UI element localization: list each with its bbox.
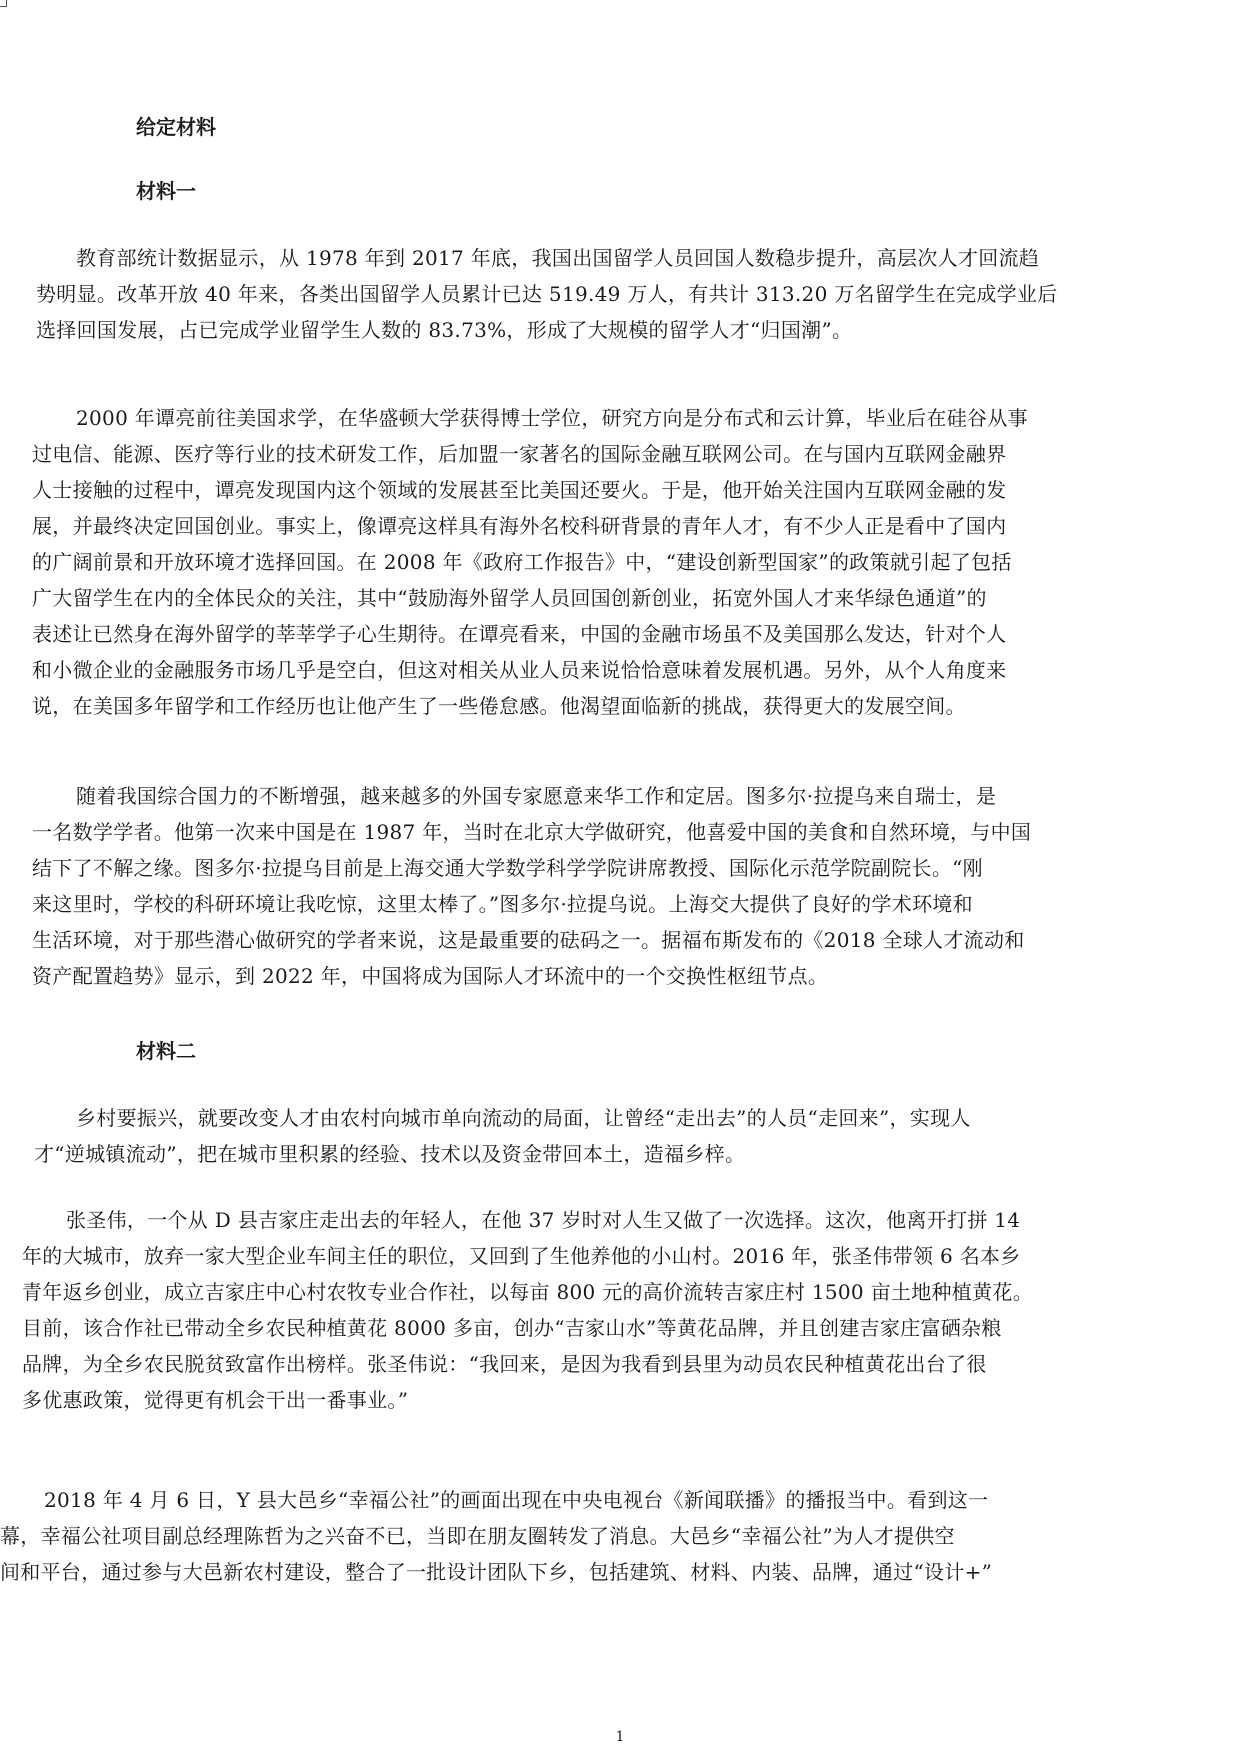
text-line: 资产配置趋势》显示，到 2022 年，中国将成为国际人才环流中的一个交换性枢纽节点。 <box>32 964 829 988</box>
text-line: 目前，该合作社已带动全乡农民种植黄花 8000 多亩，创办“吉家山水”等黄花品牌，并且创建吉家庄富硒杂粮 <box>22 1316 1002 1340</box>
text-line: 一名数学学者。他第一次来中国是在 1987 年，当时在北京大学做研究，他喜爱中国的美食和自然环境，与中国 <box>32 820 1032 844</box>
text-line: 人士接触的过程中，谭亮发现国内这个领域的发展甚至比美国还要火。于是，他开始关注国内互联网金融的发 <box>32 478 1007 502</box>
paragraph-rural-revitalization <box>34 1100 971 1172</box>
text-line: 2000 年谭亮前往美国求学，在华盛顿大学获得博士学位，研究方向是分布式和云计算，毕业后在硅谷从事 <box>76 406 1028 430</box>
text-line: 过电信、能源、医疗等行业的技术研发工作，后加盟一家著名的国际金融互联网公司。在与国内互联网金融界 <box>32 442 1007 466</box>
text-line: 生活环境，对于那些潜心做研究的学者来说，这是最重要的砝码之一。据福布斯发布的《2018 全球人才流动和 <box>32 928 1025 952</box>
paragraph-tan-liang <box>32 400 1028 724</box>
text-line: 品牌，为全乡农民脱贫致富作出榜样。张圣伟说：“我回来，是因为我看到县里为动员农民种植黄花出台了很 <box>22 1352 987 1376</box>
text-line: 幕，幸福公社项目副总经理陈哲为之兴奋不已，当即在朋友圈转发了消息。大邑乡“幸福公社”为人才提供空 <box>0 1524 955 1548</box>
text-line: 乡村要振兴，就要改变人才由农村向城市单向流动的局面，让曾经“走出去”的人员“走回来”，实现人 <box>76 1106 971 1130</box>
paragraph-return-statistics <box>36 240 1058 348</box>
text-line: 多优惠政策，觉得更有机会干出一番事业。” <box>22 1388 409 1412</box>
text-line: 势明显。改革开放 40 年来，各类出国留学人员累计已达 519.49 万人，有共计 313.20 万名留学生在完成学业后 <box>36 282 1058 306</box>
text-line: 张圣伟，一个从 D 县吉家庄走出去的年轻人，在他 37 岁时对人生又做了一次选择。这次，他离开打拼 14 <box>66 1208 1021 1232</box>
paragraph-happiness-commune <box>0 1482 993 1590</box>
text-line: 随着我国综合国力的不断增强，越来越多的外国专家愿意来华工作和定居。图多尔·拉提乌来自瑞士，是 <box>76 784 997 808</box>
text-line: 广大留学生在内的全体民众的关注，其中“鼓励海外留学人员回国创新创业，拓宽外国人才来华绿色通道”的 <box>32 586 987 610</box>
heading-material-one: 材料一 <box>136 179 196 203</box>
text-line: 来这里时，学校的科研环境让我吃惊，这里太棒了。”图多尔·拉提乌说。上海交大提供了良好的学术环境和 <box>32 892 973 916</box>
text-line: 间和平台，通过参与大邑新农村建设，整合了一批设计团队下乡，包括建筑、材料、内装、品牌，通过“设计+” <box>0 1560 993 1584</box>
paragraph-zhang-shengwei <box>22 1202 1034 1418</box>
page-number: 1 <box>615 1729 625 1745</box>
text-line: 选择回国发展，占已完成学业留学生人数的 83.73%，形成了大规模的留学人才“归国潮”。 <box>36 318 853 342</box>
text-line: 年的大城市，放弃一家大型企业车间主任的职位，又回到了生他养他的小山村。2016 年，张圣伟带领 6 名本乡 <box>22 1244 1021 1268</box>
text-line: 结下了不解之缘。图多尔·拉提乌目前是上海交通大学数学科学学院讲席教授、国际化示范学院副院长。“刚 <box>32 856 983 880</box>
text-line: 展，并最终决定回国创业。事实上，像谭亮这样具有海外名校科研背景的青年人才，有不少人正是看中了国内 <box>32 514 1007 538</box>
text-line: 教育部统计数据显示，从 1978 年到 2017 年底，我国出国留学人员回国人数稳步提升，高层次人才回流趋 <box>76 246 1040 270</box>
paragraph-tudor-ratiu <box>32 778 1032 994</box>
text-line: 才“逆城镇流动”，把在城市里积累的经验、技术以及资金带回本土，造福乡梓。 <box>34 1142 746 1166</box>
text-line: 和小微企业的金融服务市场几乎是空白，但这对相关从业人员来说恰恰意味着发展机遇。另外，从个人角度来 <box>32 658 1007 682</box>
text-line: 的广阔前景和开放环境才选择回国。在 2008 年《政府工作报告》中，“建设创新型国家”的政策就引起了包括 <box>32 550 1012 574</box>
heading-given-materials: 给定材料 <box>136 115 216 139</box>
heading-material-two: 材料二 <box>136 1039 196 1063</box>
text-line: 青年返乡创业，成立吉家庄中心村农牧专业合作社，以每亩 800 元的高价流转吉家庄村 1500 亩土地种植黄花。 <box>22 1280 1034 1304</box>
text-line: 2018 年 4 月 6 日，Y 县大邑乡“幸福公社”的画面出现在中央电视台《新闻联播》的播报当中。看到这一 <box>44 1488 989 1512</box>
text-line: 表述让已然身在海外留学的莘莘学子心生期待。在谭亮看来，中国的金融市场虽不及美国那么发达，针对个人 <box>32 622 1007 646</box>
text-line: 说，在美国多年留学和工作经历也让他产生了一些倦怠感。他渴望面临新的挑战，获得更大的发展空间。 <box>32 694 966 718</box>
